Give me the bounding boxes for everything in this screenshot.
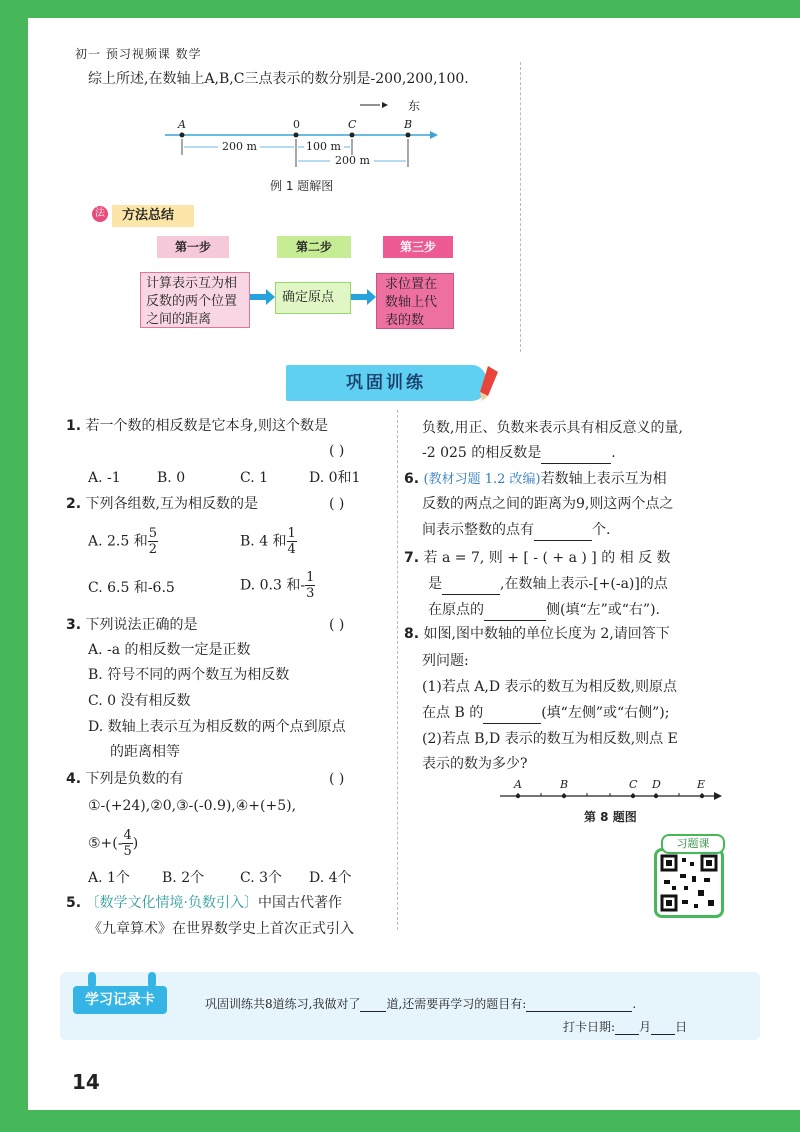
question-5-line2: 《九章算术》在世界数学史上首次正式引入 bbox=[88, 921, 354, 937]
question-text: 如图,图中数轴的单位长度为 2,请回答下 bbox=[423, 626, 670, 642]
question-8 bbox=[404, 624, 670, 644]
question-number: 3. bbox=[66, 617, 82, 633]
question-text: 下列各组数,互为相反数的是 bbox=[85, 496, 258, 512]
step-two-box: 确定原点 bbox=[275, 282, 351, 314]
record-line-1 bbox=[205, 995, 636, 1012]
running-header: 初一 预习视频课 数学 bbox=[75, 47, 202, 61]
question-7-line3 bbox=[428, 600, 660, 621]
answer-blank[interactable] bbox=[534, 520, 592, 541]
question-text: 若一个数的相反数是它本身,则这个数是 bbox=[85, 418, 328, 434]
item-text: ⑤+(- bbox=[88, 835, 123, 852]
section-banner bbox=[286, 365, 486, 401]
record-card-tag: 学习记录卡 bbox=[73, 986, 167, 1014]
question-text: -2 025 的相反数是 bbox=[422, 445, 542, 461]
answer-blank[interactable] bbox=[484, 600, 546, 621]
q1-option-a: A. -1 bbox=[88, 470, 121, 486]
question-1 bbox=[66, 416, 328, 436]
numerator: 5 bbox=[148, 526, 158, 541]
step-three-text-1: 求位置在 bbox=[385, 277, 438, 292]
question-8-line6: 表示的数为多少? bbox=[422, 756, 528, 772]
answer-paren: ( ) bbox=[329, 443, 345, 459]
denominator: 4 bbox=[287, 542, 296, 557]
q3-option-d: D. 数轴上表示互为相反数的两个点到原点 bbox=[88, 719, 346, 735]
section-title: 巩固训练 bbox=[346, 373, 426, 393]
q3-option-a: A. -a 的相反数一定是正数 bbox=[88, 642, 251, 658]
step-one-text-3: 之间的距离 bbox=[146, 312, 212, 327]
record-text: 打卡日期: bbox=[563, 1020, 616, 1034]
review-questions-blank[interactable] bbox=[526, 997, 632, 1012]
point-c-label: C bbox=[348, 118, 357, 131]
answer-paren: ( ) bbox=[329, 496, 345, 512]
fraction bbox=[287, 526, 297, 557]
q4-items-line2 bbox=[88, 828, 138, 859]
record-text: 月 bbox=[639, 1020, 652, 1034]
record-text: . bbox=[632, 997, 637, 1011]
q8-point-b: B bbox=[560, 778, 569, 791]
record-text: 道,还需要再学习的题目有: bbox=[386, 997, 527, 1011]
question-3 bbox=[66, 615, 198, 635]
question-text: 个. bbox=[592, 522, 611, 538]
column-divider bbox=[520, 62, 521, 352]
q1-option-b: B. 0 bbox=[157, 470, 186, 486]
method-icon: 法 bbox=[92, 206, 108, 222]
question-text: 间表示整数的点有 bbox=[422, 522, 534, 538]
question-text: 在点 B 的 bbox=[422, 705, 484, 721]
option-text: A. 2.5 和 bbox=[88, 533, 148, 550]
denominator: 3 bbox=[306, 586, 315, 601]
question-5-line4 bbox=[422, 443, 616, 464]
distance-origin-c: 100 m bbox=[306, 140, 341, 153]
q8-caption: 第 8 题图 bbox=[584, 810, 637, 824]
question-text: 是 bbox=[428, 576, 442, 592]
qr-code[interactable] bbox=[654, 848, 724, 918]
question-number: 6. bbox=[404, 471, 420, 487]
question-text: (填“左侧”或“右侧”); bbox=[541, 705, 670, 721]
question-tag: 〔数学文化情境·负数引入〕 bbox=[85, 895, 258, 911]
flow-arrow-1-head bbox=[266, 289, 275, 305]
distance-origin-b: 200 m bbox=[335, 154, 370, 167]
column-divider-2 bbox=[397, 410, 398, 930]
denominator: 2 bbox=[148, 542, 158, 557]
point-a-label: A bbox=[178, 118, 186, 131]
question-text: 下列说法正确的是 bbox=[85, 617, 198, 633]
fraction bbox=[148, 526, 158, 557]
q8-number-line bbox=[500, 780, 725, 804]
q2-option-b bbox=[240, 526, 297, 557]
question-number: 4. bbox=[66, 771, 82, 787]
question-number: 7. bbox=[404, 550, 420, 566]
q1-option-c: C. 1 bbox=[240, 470, 269, 486]
question-number: 8. bbox=[404, 626, 420, 642]
step-one-box bbox=[140, 272, 250, 328]
item-text: ) bbox=[132, 835, 139, 852]
question-text: . bbox=[611, 445, 616, 461]
question-7-line2 bbox=[428, 574, 668, 595]
question-text: 若 a = 7, 则 + [ - ( + a ) ] 的 相 反 数 bbox=[423, 550, 671, 566]
question-text: 在原点的 bbox=[428, 602, 484, 618]
method-title: 方法总结 bbox=[112, 205, 194, 227]
correct-count-blank[interactable] bbox=[360, 997, 386, 1012]
question-text: 侧(填“左”或“右”). bbox=[546, 602, 661, 618]
page-border-bottom bbox=[0, 1110, 800, 1132]
q8-point-e: E bbox=[697, 778, 706, 791]
flow-arrow-2-head bbox=[367, 289, 376, 305]
step-one-text-1: 计算表示互为相 bbox=[146, 276, 238, 291]
step-one-label: 第一步 bbox=[157, 236, 229, 258]
answer-paren: ( ) bbox=[329, 617, 345, 633]
step-three-text-3: 表的数 bbox=[385, 313, 425, 328]
q8-point-a: A bbox=[514, 778, 522, 791]
question-tag: (教材习题 1.2 改编) bbox=[423, 472, 541, 487]
qr-pattern-icon bbox=[660, 854, 718, 912]
q3-option-b: B. 符号不同的两个数互为相反数 bbox=[88, 667, 290, 683]
q8-point-d: D bbox=[652, 778, 661, 791]
question-text: 若数轴上表示互为相 bbox=[540, 471, 667, 487]
answer-blank[interactable] bbox=[541, 443, 611, 464]
option-text: B. 4 和 bbox=[240, 533, 287, 550]
intro-text: 综上所述,在数轴上A,B,C三点表示的数分别是-200,200,100. bbox=[88, 71, 469, 87]
question-5 bbox=[66, 893, 342, 913]
qr-label: 习题课 bbox=[661, 834, 725, 854]
fraction bbox=[122, 828, 132, 859]
month-blank[interactable] bbox=[615, 1020, 639, 1035]
question-6 bbox=[404, 469, 667, 490]
record-text: 巩固训练共8道练习,我做对了 bbox=[205, 997, 361, 1011]
point-b-label: B bbox=[404, 118, 413, 131]
question-text: 下列是负数的有 bbox=[85, 771, 184, 787]
q4-option-b: B. 2个 bbox=[162, 870, 205, 886]
step-one-text-2: 反数的两个位置 bbox=[146, 294, 238, 309]
question-8-line2: 列问题: bbox=[422, 653, 469, 669]
q3-option-c: C. 0 没有相反数 bbox=[88, 693, 191, 709]
question-8-line5: (2)若点 B,D 表示的数互为相反数,则点 E bbox=[422, 731, 678, 747]
numerator: 1 bbox=[306, 570, 315, 585]
point-origin-label: 0 bbox=[293, 118, 300, 131]
distance-a-origin: 200 m bbox=[222, 140, 257, 153]
fraction bbox=[305, 570, 315, 601]
question-8-line3: (1)若点 A,D 表示的数互为相反数,则原点 bbox=[422, 679, 677, 695]
numerator: 4 bbox=[123, 828, 132, 843]
question-number: 2. bbox=[66, 496, 82, 512]
record-line-2 bbox=[563, 1018, 687, 1035]
day-blank[interactable] bbox=[651, 1020, 675, 1035]
question-number: 5. bbox=[66, 895, 82, 911]
page-border-top bbox=[0, 0, 800, 18]
answer-blank[interactable] bbox=[442, 574, 500, 595]
answer-paren: ( ) bbox=[329, 771, 345, 787]
q4-option-a: A. 1个 bbox=[88, 870, 130, 886]
option-text: D. 0.3 和- bbox=[240, 577, 306, 594]
question-2 bbox=[66, 494, 258, 514]
q4-option-d: D. 4个 bbox=[309, 870, 352, 886]
question-4 bbox=[66, 769, 184, 789]
answer-blank[interactable] bbox=[483, 703, 541, 724]
question-5-line3: 负数,用正、负数来表示具有相反意义的量, bbox=[422, 420, 683, 436]
step-two-label: 第二步 bbox=[277, 236, 351, 258]
q2-option-a bbox=[88, 526, 158, 557]
example-caption: 例 1 题解图 bbox=[270, 179, 334, 193]
step-three-label: 第三步 bbox=[383, 236, 453, 258]
question-text: 中国古代著作 bbox=[257, 895, 342, 911]
question-6-line3 bbox=[422, 520, 610, 541]
question-6-line2: 反数的两点之间的距离为9,则这两个点之 bbox=[422, 496, 674, 512]
page-number: 14 bbox=[72, 1070, 100, 1094]
record-text: 日 bbox=[675, 1020, 688, 1034]
q4-option-c: C. 3个 bbox=[240, 870, 283, 886]
question-text: ,在数轴上表示-[+(-a)]的点 bbox=[500, 576, 668, 592]
direction-label: 东 bbox=[408, 99, 421, 113]
pencil-icon bbox=[478, 364, 500, 402]
denominator: 5 bbox=[123, 844, 132, 859]
q3-option-d-cont: 的距离相等 bbox=[110, 744, 180, 760]
question-7 bbox=[404, 548, 671, 568]
q2-option-d bbox=[240, 570, 315, 601]
page-border-left bbox=[0, 0, 28, 1132]
q2-option-c: C. 6.5 和-6.5 bbox=[88, 580, 175, 596]
q1-option-d: D. 0和1 bbox=[309, 470, 361, 486]
step-three-box bbox=[376, 273, 454, 329]
q4-items-line1: ①-(+24),②0,③-(-0.9),④+(+5), bbox=[88, 798, 297, 814]
question-8-line4 bbox=[422, 703, 669, 724]
q8-point-c: C bbox=[629, 778, 638, 791]
question-number: 1. bbox=[66, 418, 82, 434]
numerator: 1 bbox=[287, 526, 296, 541]
step-three-text-2: 数轴上代 bbox=[385, 295, 438, 310]
